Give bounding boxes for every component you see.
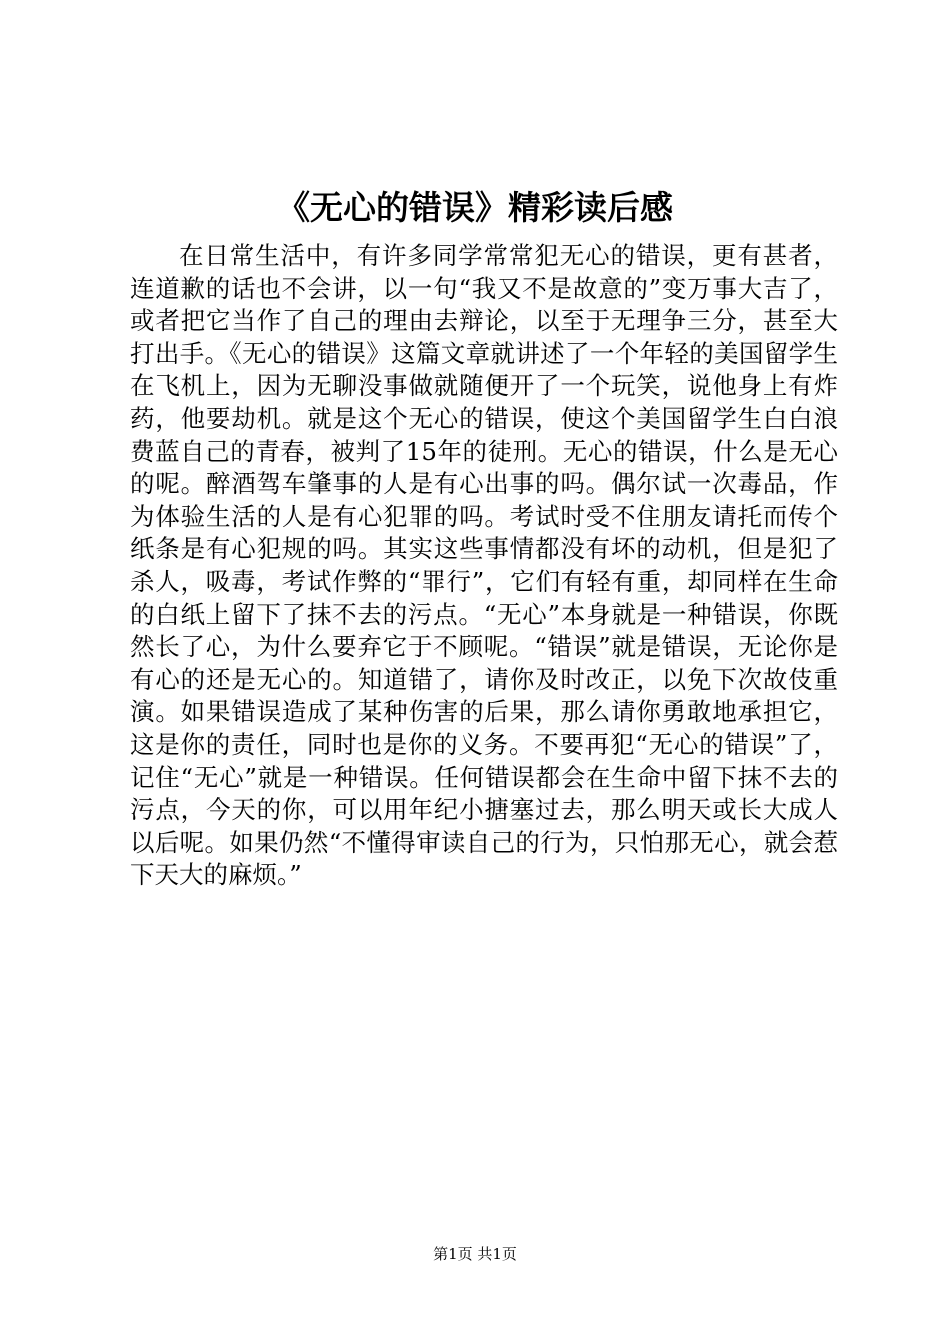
body-paragraph: 在日常生活中，有许多同学常常犯无心的错误，更有甚者，连道歉的话也不会讲，以一句“我又不是故意的”变万事大吉了，或者把它当作了自己的理由去辩论，以至于无理争三分，甚至大打出手。《无心的错误》这篇文章就讲述了一个年轻的美国留学生在飞机上，因为无聊没事做就随便开了一个玩笑，说他身上有炸药，他要劫机。就是这个无心的错误，使这个美国留学生白白浪费蓝自己的青春，被判了15年的徒刑。无心的错误，什么是无心的呢。醉酒驾车肇事的人是有心出事的吗。偶尔试一次毒品，作为体验生活的人是有心犯罪的吗。考试时受不住朋友请托而传个纸条是有心犯规的吗。其实这些事情都没有坏的动机，但是犯了杀人，吸毒，考试作弊的“罪行”，它们有轻有重，却同样在生命的白纸上留下了抹不去的污点。“无心”本身就是一种错误，你既然长了心，为什么要弃它于不顾呢。“错误”就是错误，无论你是有心的还是无心的。知道错了，请你及时改正，以免下次故伎重演。如果错误造成了某种伤害的后果，那么请你勇敢地承担它，这是你的责任，同时也是你的义务。不要再犯“无心的错误”了，记住“无心”就是一种错误。任何错误都会在生命中留下抹不去的污点，今天的你，可以用年纪小搪塞过去，那么明天或长大成人以后呢。如果仍然“不懂得审读自己的行为，只怕那无心，就会惹下天大的麻烦。” — [130, 241, 838, 890]
document-title: 《无心的错误》精彩读后感 — [277, 188, 673, 227]
page-footer: 第1页 共1页 — [433, 1245, 517, 1263]
